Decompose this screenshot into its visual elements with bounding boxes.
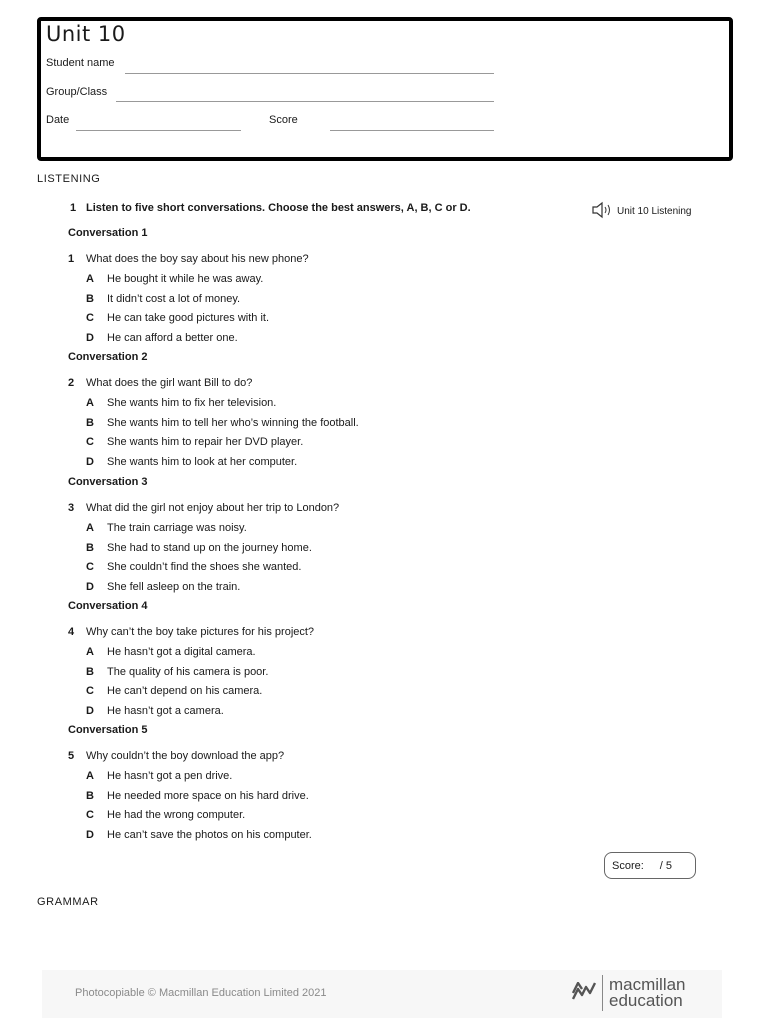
option-text: He can afford a better one. bbox=[107, 331, 238, 344]
question bbox=[68, 502, 668, 522]
answer-option[interactable] bbox=[68, 417, 668, 437]
question-number: 3 bbox=[68, 502, 75, 514]
option-text: She couldn’t find the shoes she wanted. bbox=[107, 561, 302, 574]
option-letter: A bbox=[86, 646, 94, 658]
date-label: Date bbox=[46, 114, 70, 126]
audio-track[interactable] bbox=[591, 201, 692, 222]
answer-option[interactable] bbox=[68, 561, 668, 581]
question-number: 5 bbox=[68, 750, 75, 762]
answer-option[interactable] bbox=[68, 581, 668, 601]
question bbox=[68, 626, 668, 646]
question-text: What did the girl not enjoy about her trip to London? bbox=[86, 502, 340, 514]
student-info-box bbox=[37, 17, 733, 161]
logo-line1: macmillan bbox=[609, 975, 686, 994]
group-class-field[interactable] bbox=[116, 101, 494, 102]
answer-option[interactable] bbox=[68, 770, 668, 790]
question bbox=[68, 750, 668, 770]
question-text: What does the girl want Bill to do? bbox=[86, 377, 253, 389]
option-letter: C bbox=[86, 685, 94, 698]
question bbox=[68, 377, 668, 397]
logo-line2: education bbox=[609, 991, 683, 1010]
exercise-number: 1 bbox=[70, 202, 77, 214]
student-name-label: Student name bbox=[46, 57, 115, 69]
option-letter: D bbox=[86, 331, 94, 344]
conversation-block bbox=[68, 476, 668, 600]
option-text: She wants him to repair her DVD player. bbox=[107, 436, 304, 449]
option-text: He can take good pictures with it. bbox=[107, 312, 270, 325]
conversation-block bbox=[68, 724, 668, 848]
option-letter: C bbox=[86, 809, 94, 822]
conversation-block bbox=[68, 227, 668, 351]
answer-option[interactable] bbox=[68, 332, 668, 352]
option-letter: A bbox=[86, 397, 94, 409]
score-box-total: / 5 bbox=[659, 859, 673, 872]
option-text: She had to stand up on the journey home. bbox=[107, 541, 312, 554]
answer-option[interactable] bbox=[68, 293, 668, 313]
answer-option[interactable] bbox=[68, 312, 668, 332]
unit-title: Unit 10 bbox=[46, 22, 126, 46]
option-text: He hasn’t got a camera. bbox=[107, 704, 224, 717]
answer-option[interactable] bbox=[68, 397, 668, 417]
answer-option[interactable] bbox=[68, 666, 668, 686]
option-text: He needed more space on his hard drive. bbox=[107, 789, 309, 802]
option-letter: D bbox=[86, 704, 94, 717]
option-letter: D bbox=[86, 828, 94, 841]
answer-option[interactable] bbox=[68, 685, 668, 705]
option-letter: A bbox=[86, 273, 94, 285]
grammar-section-title: GRAMMAR bbox=[37, 896, 99, 908]
option-letter: B bbox=[86, 416, 94, 429]
option-text: He can’t depend on his camera. bbox=[107, 685, 263, 698]
date-field[interactable] bbox=[76, 130, 241, 131]
answer-option[interactable] bbox=[68, 809, 668, 829]
option-text: He hasn’t got a pen drive. bbox=[107, 770, 233, 782]
option-letter: B bbox=[86, 541, 94, 554]
conversation-title: Conversation 5 bbox=[68, 724, 148, 736]
conversation-title: Conversation 3 bbox=[68, 476, 148, 488]
option-text: The quality of his camera is poor. bbox=[107, 665, 269, 678]
listening-section-title: LISTENING bbox=[37, 173, 101, 185]
option-text: He hasn’t got a digital camera. bbox=[107, 646, 256, 658]
question-text: Why can’t the boy take pictures for his project? bbox=[86, 626, 315, 638]
option-letter: A bbox=[86, 522, 94, 534]
speaker-icon bbox=[591, 201, 617, 222]
option-text: She fell asleep on the train. bbox=[107, 580, 241, 593]
macmillan-logo bbox=[572, 975, 686, 1011]
option-letter: A bbox=[86, 770, 94, 782]
score-label: Score bbox=[269, 114, 298, 126]
answer-option[interactable] bbox=[68, 790, 668, 810]
question-number: 4 bbox=[68, 626, 75, 638]
option-letter: B bbox=[86, 665, 94, 678]
option-text: She wants him to tell her who’s winning the football. bbox=[107, 416, 359, 429]
option-text: He had the wrong computer. bbox=[107, 809, 246, 822]
macmillan-logo-icon bbox=[572, 982, 596, 1005]
question bbox=[68, 253, 668, 273]
question-text: What does the boy say about his new phone? bbox=[86, 253, 309, 265]
option-letter: D bbox=[86, 580, 94, 593]
logo-divider bbox=[602, 975, 603, 1011]
conversation-block bbox=[68, 351, 668, 475]
conversation-block bbox=[68, 600, 668, 724]
copyright-text: Photocopiable © Macmillan Education Limited 2021 bbox=[75, 987, 327, 999]
conversation-title: Conversation 4 bbox=[68, 600, 148, 612]
option-letter: B bbox=[86, 789, 94, 802]
score-box-label: Score: bbox=[612, 859, 644, 872]
option-letter: C bbox=[86, 561, 94, 574]
answer-option[interactable] bbox=[68, 542, 668, 562]
logo-wordmark bbox=[609, 977, 686, 1009]
option-letter: D bbox=[86, 455, 94, 468]
option-text: The train carriage was noisy. bbox=[107, 522, 247, 534]
exercise-instruction bbox=[70, 202, 471, 214]
option-letter: C bbox=[86, 436, 94, 449]
listening-score-box bbox=[604, 852, 696, 879]
student-name-field[interactable] bbox=[125, 73, 494, 74]
audio-label: Unit 10 Listening bbox=[617, 206, 692, 217]
conversation-title: Conversation 2 bbox=[68, 351, 148, 363]
answer-option[interactable] bbox=[68, 436, 668, 456]
option-letter: C bbox=[86, 312, 94, 325]
answer-option[interactable] bbox=[68, 829, 668, 849]
score-field[interactable] bbox=[330, 130, 494, 131]
question-text: Why couldn’t the boy download the app? bbox=[86, 750, 285, 762]
answer-option[interactable] bbox=[68, 646, 668, 666]
question-number: 2 bbox=[68, 377, 75, 389]
option-text: He bought it while he was away. bbox=[107, 273, 264, 285]
answer-option[interactable] bbox=[68, 456, 668, 476]
option-text: He can’t save the photos on his computer. bbox=[107, 828, 312, 841]
answer-option[interactable] bbox=[68, 705, 668, 725]
conversation-title: Conversation 1 bbox=[68, 227, 148, 239]
option-letter: B bbox=[86, 292, 94, 305]
option-text: She wants him to look at her computer. bbox=[107, 455, 298, 468]
answer-option[interactable] bbox=[68, 522, 668, 542]
group-class-label: Group/Class bbox=[46, 86, 108, 98]
option-text: She wants him to fix her television. bbox=[107, 397, 277, 409]
option-text: It didn’t cost a lot of money. bbox=[107, 292, 241, 305]
instruction-text: Listen to five short conversations. Choose the best answers, A, B, C or D. bbox=[86, 202, 471, 214]
question-number: 1 bbox=[68, 253, 75, 265]
answer-option[interactable] bbox=[68, 273, 668, 293]
